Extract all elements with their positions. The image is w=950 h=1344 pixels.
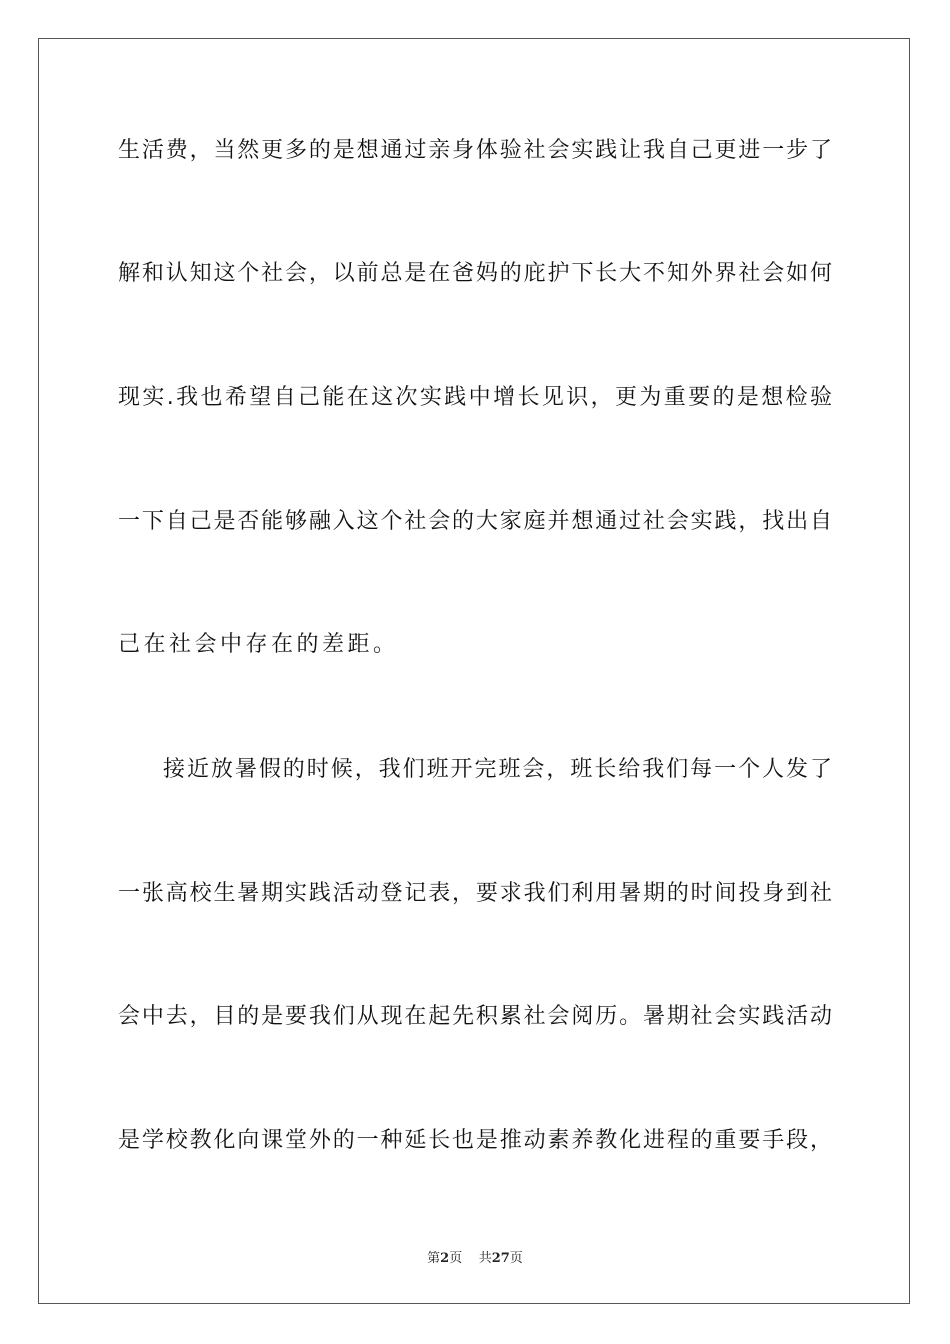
body-line-3: 现实.我也希望自己能在这次实践中增长见识，更为重要的是想检验: [118, 385, 832, 410]
body-line-1: 生活费，当然更多的是想通过亲身体验社会实践让我自己更进一步了: [118, 138, 832, 163]
body-line-2: 解和认知这个社会，以前总是在爸妈的庇护下长大不知外界社会如何: [118, 261, 832, 286]
footer-total-prefix: 共: [478, 1251, 492, 1266]
body-line-4: 一下自己是否能够融入这个社会的大家庭并想通过社会实践，找出自: [118, 509, 832, 534]
body-line-6: 接近放暑假的时候，我们班开完班会，班长给我们每一个人发了: [163, 757, 832, 782]
body-line-9: 是学校教化向课堂外的一种延长也是推动素养教化进程的重要手段，: [118, 1128, 832, 1153]
page-frame: [38, 38, 910, 1304]
body-line-8: 会中去，目的是要我们从现在起先积累社会阅历。暑期社会实践活动: [118, 1004, 832, 1029]
footer-page-number: 2: [440, 1251, 450, 1266]
footer-total-suffix: 页: [509, 1251, 523, 1266]
footer-page-suffix: 页: [449, 1251, 463, 1266]
footer-total-pages: 27: [491, 1251, 510, 1266]
body-line-5: 己在社会中存在的差距。: [118, 632, 399, 657]
body-line-7: 一张高校生暑期实践活动登记表，要求我们利用暑期的时间投身到社: [118, 881, 832, 906]
footer-page-prefix: 第: [427, 1251, 441, 1266]
page-footer: [0, 1247, 950, 1266]
